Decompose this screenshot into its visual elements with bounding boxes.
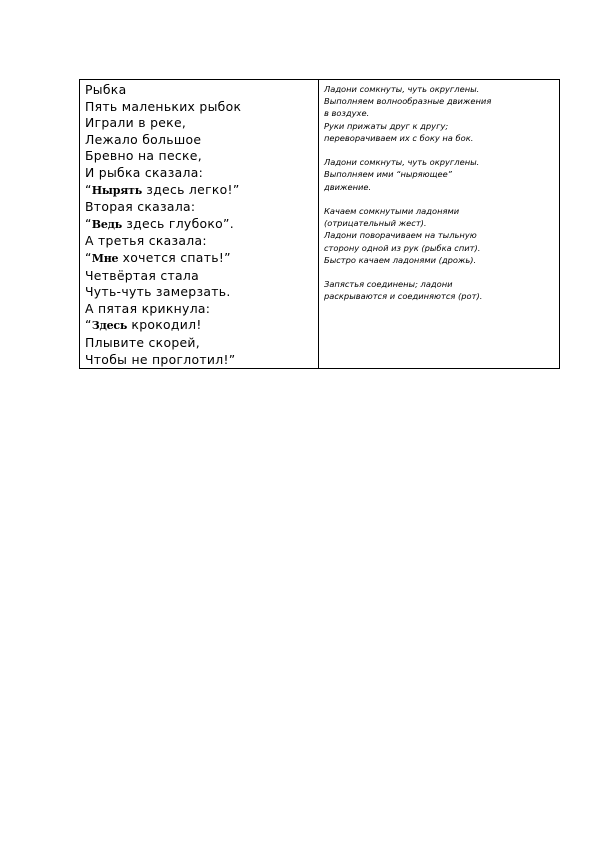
gesture-cell: [319, 80, 560, 369]
gesture-line: Быстро качаем ладонями (дрожь).: [324, 254, 477, 265]
poem-line: Лежало большое: [85, 131, 202, 147]
poem-line: [85, 317, 318, 335]
poem-line: [85, 216, 318, 234]
poem-line-prefix: “: [85, 181, 92, 197]
gesture-line: переворачиваем их с боку на бок.: [324, 132, 474, 143]
gesture-line: Выполняем ими “ныряющее”: [324, 169, 452, 180]
poem-line-prefix: “: [85, 317, 92, 333]
poem-line: Вторая сказала:: [85, 199, 196, 215]
poem-line: [85, 182, 318, 200]
poem-line: Плывите скорей,: [85, 334, 201, 350]
gesture-line: в воздухе.: [324, 108, 370, 119]
poem-line: [85, 250, 318, 268]
poem-line: Чтобы не проглотил!”: [85, 351, 236, 367]
poem-line-serif-word: Ведь: [91, 217, 123, 231]
poem-table: [79, 79, 560, 369]
gesture-line: Запястья соединены; ладони: [324, 279, 453, 290]
gesture-spacer: [324, 144, 559, 156]
poem-line: Играли в реке,: [85, 115, 187, 131]
poem-line: Бревно на песке,: [85, 148, 202, 164]
poem-line-serif-word: Нырять: [91, 183, 143, 197]
poem-line: Чуть-чуть замерзать.: [85, 284, 231, 300]
poem-line-serif-word: Здесь: [91, 319, 128, 333]
poem-line: Четвёртая стала: [85, 267, 199, 283]
poem-text: [80, 80, 318, 368]
poem-line: Пять маленьких рыбок: [85, 98, 242, 114]
gesture-line: Руки прижаты друг к другу;: [324, 120, 449, 131]
gesture-line: сторону одной из рук (рыбка спит).: [324, 242, 481, 253]
gesture-line: Ладони поворачиваем на тыльную: [324, 230, 477, 241]
poem-line-suffix: хочется спать!”: [118, 249, 231, 265]
gesture-line: Ладони сомкнуты, чуть округлены.: [324, 84, 480, 94]
gesture-line: (отрицательный жест).: [324, 218, 427, 229]
table-row: [80, 80, 560, 369]
gesture-line: движение.: [324, 181, 372, 192]
poem-line: А пятая крикнула:: [85, 300, 211, 316]
gesture-spacer: [324, 193, 559, 205]
poem-line-suffix: здесь глубоко”.: [122, 215, 235, 231]
poem-title: Рыбка: [85, 82, 127, 97]
gesture-spacer: [324, 266, 559, 278]
poem-line-suffix: здесь легко!”: [142, 181, 240, 197]
poem-line: А третья сказала:: [85, 233, 207, 249]
gesture-line: Качаем сомкнутыми ладонями: [324, 206, 460, 216]
poem-line-prefix: “: [85, 215, 92, 231]
poem-line-serif-word: Мне: [91, 251, 119, 265]
poem-line-prefix: “: [85, 249, 92, 265]
gesture-line: раскрываются и соединяются (рот).: [324, 291, 483, 302]
gesture-line: Выполняем волнообразные движения: [324, 96, 492, 107]
poem-cell: [80, 80, 319, 369]
poem-line-suffix: крокодил!: [127, 317, 202, 333]
gesture-instructions: [319, 80, 559, 303]
gesture-line: Ладони сомкнуты, чуть округлены.: [324, 157, 480, 168]
poem-line: И рыбка сказала:: [85, 164, 204, 180]
